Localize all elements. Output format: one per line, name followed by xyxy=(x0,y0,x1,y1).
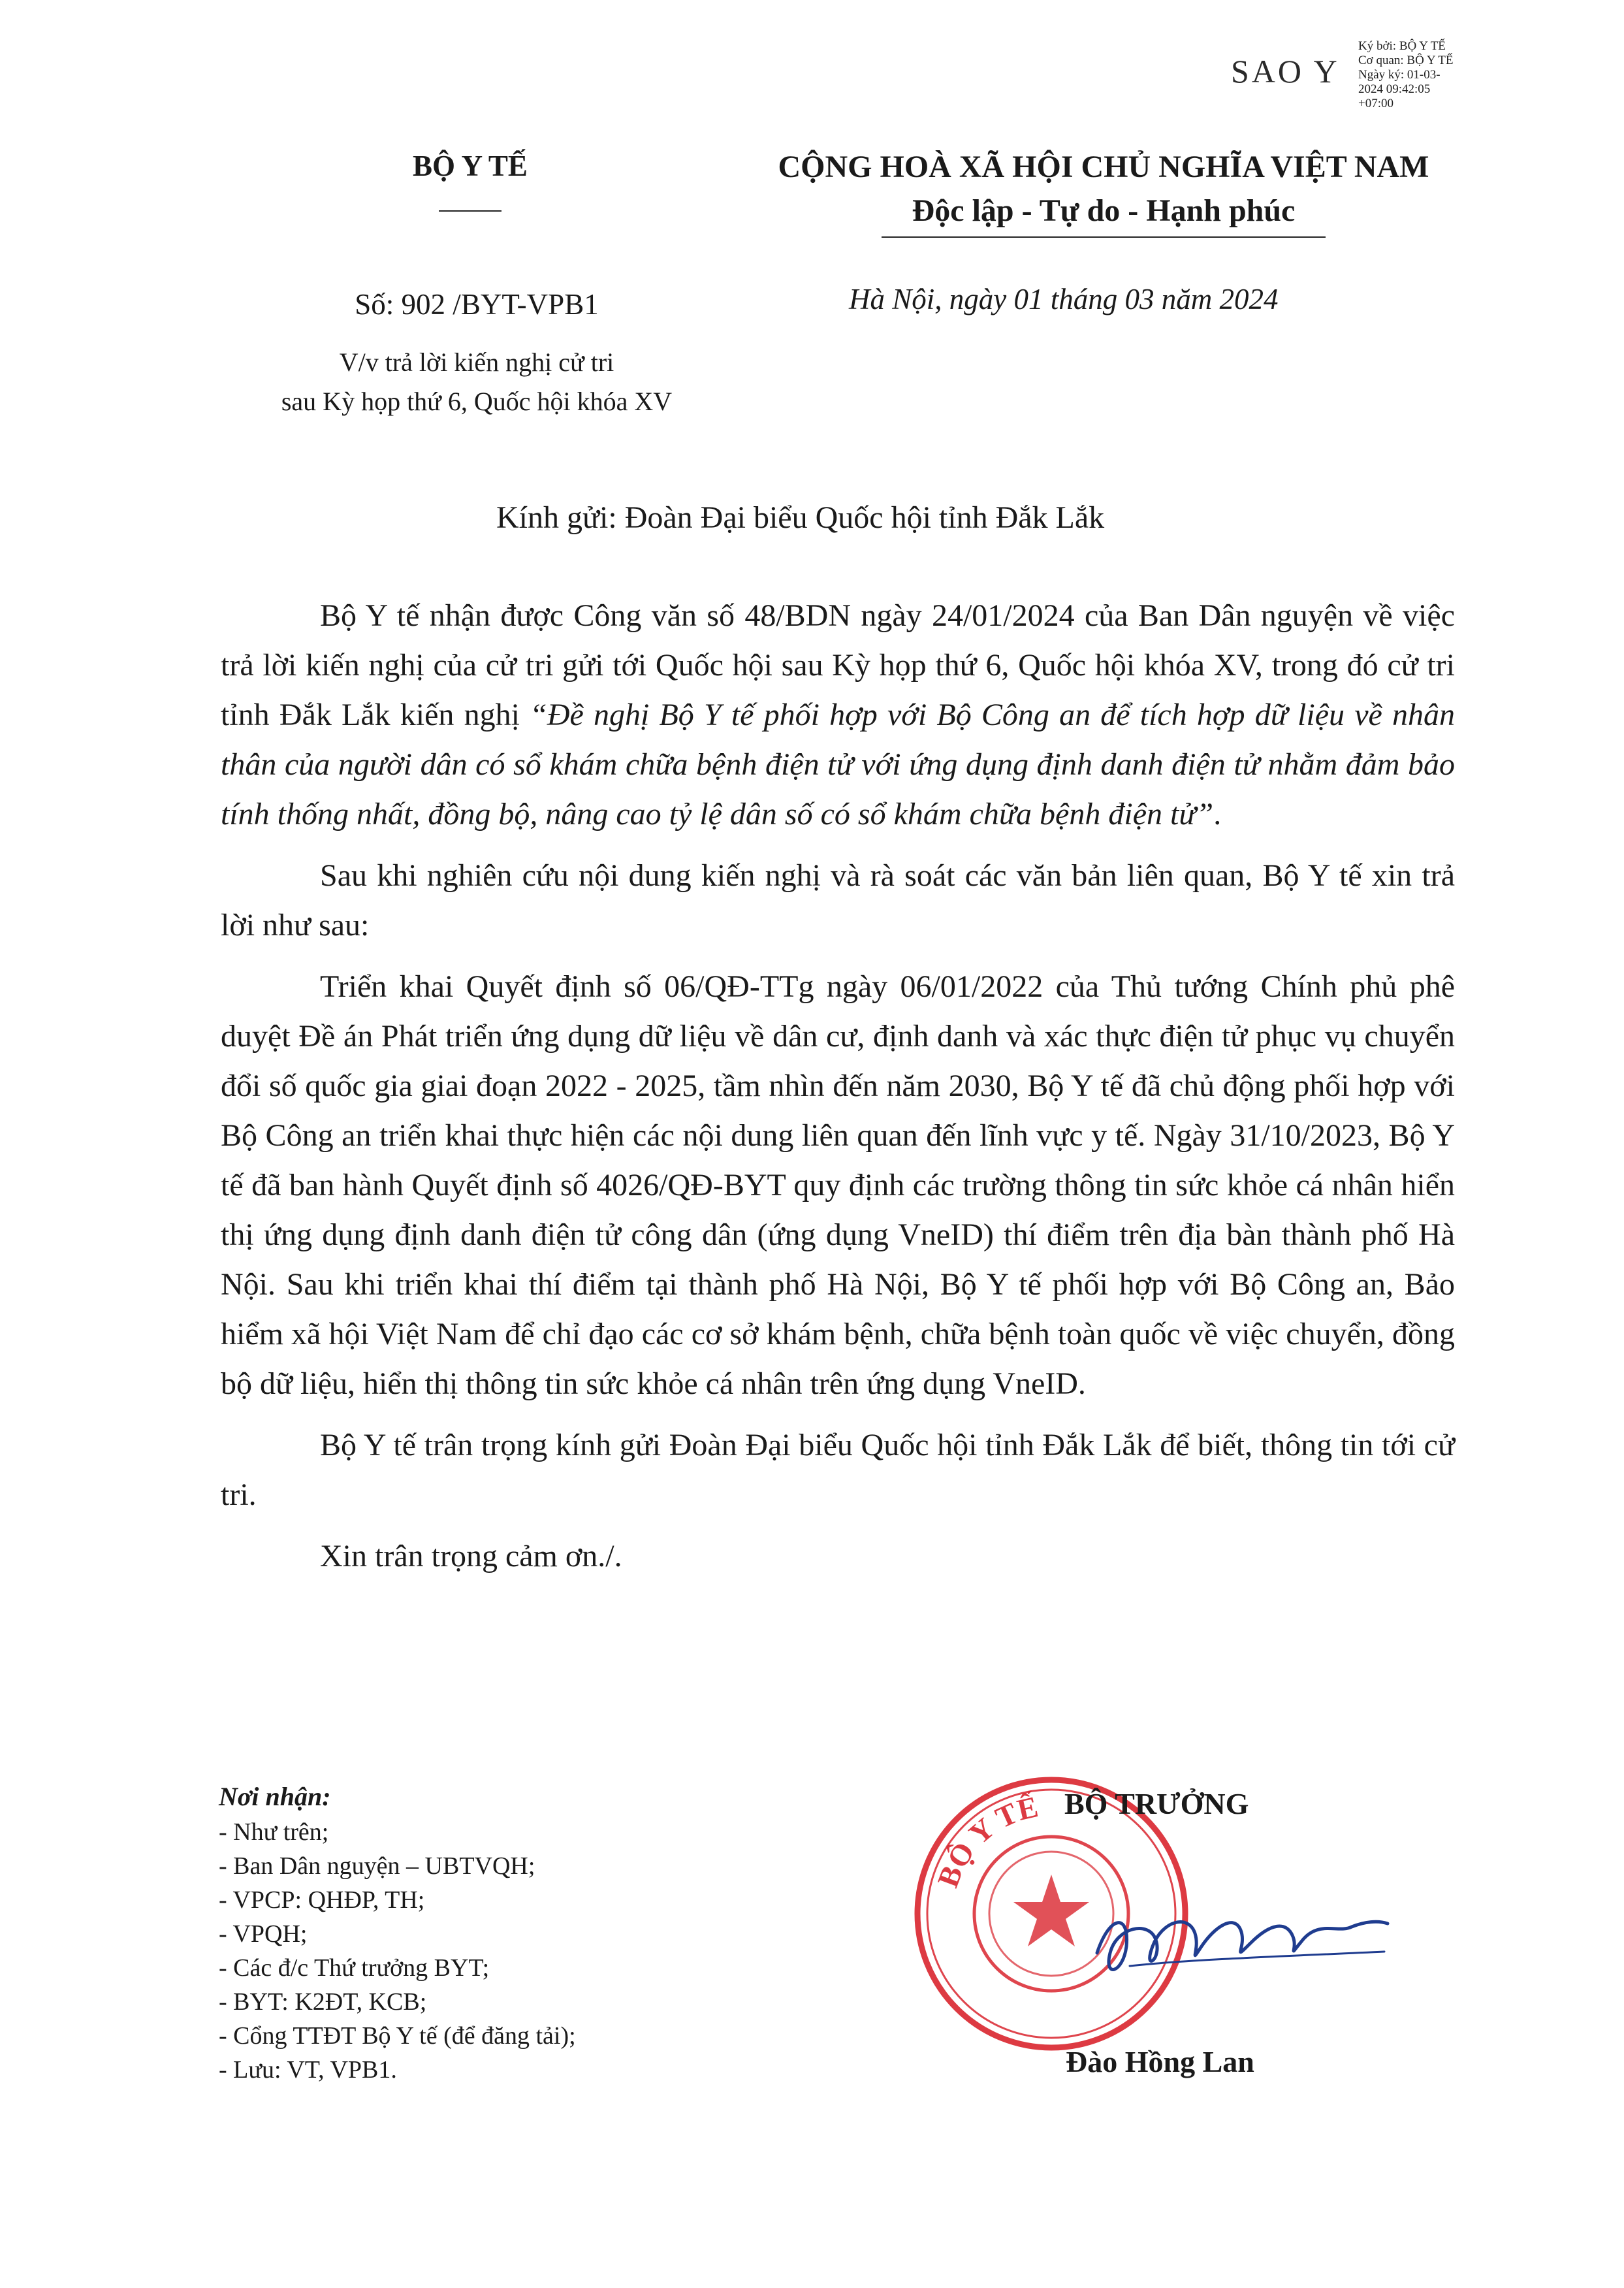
national-title: CỘNG HOÀ XÃ HỘI CHỦ NGHĨA VIỆT NAM xyxy=(778,150,1429,184)
body-paragraph: Bộ Y tế trân trọng kính gửi Đoàn Đại biểu Quốc hội tỉnh Đắk Lắk để biết, thông tin tới cử tri. xyxy=(221,1428,1455,1512)
handwritten-signature xyxy=(1091,1875,1391,2005)
signer-name: Đào Hồng Lan xyxy=(1066,2045,1254,2078)
body-paragraph: Triển khai Quyết định số 06/QĐ-TTg ngày 06/01/2022 của Thủ tướng Chính phủ phê duyệt Đề án Phát triển ứng dụng dữ liệu về dân cư, định danh và xác thực điện tử phục vụ chuyển đổi số quốc gia giai đoạn 2022 - 2025, tầm nhìn đến năm 2030, Bộ Y tế đã chủ động phối hợp với Bộ Công an triển khai thực hiện các nội dung liên quan đến lĩnh vực y tế. Ngày 31/10/2023, Bộ Y tế đã ban hành Quyết định số 4026/QĐ-BYT quy định các trường thông tin sức khỏe cá nhân hiển thị ứng dụng định danh điện tử công dân (ứng dụng VneID) thí điểm trên địa bàn thành phố Hà Nội. Sau khi triển khai thí điểm tại thành phố Hà Nội, Bộ Y tế phối hợp với Bộ Công an, Bảo hiểm xã hội Việt Nam để chỉ đạo các cơ sở khám bệnh, chữa bệnh toàn quốc về việc chuyển, đồng bộ dữ liệu, hiển thị thông tin sức khỏe cá nhân trên ứng dụng VneID. xyxy=(221,969,1455,1401)
closing-paragraph: Xin trân trọng cảm ơn./. xyxy=(320,1539,622,1573)
paragraph-text: Bộ Y tế nhận được Công văn số 48/BDN ngày 24/01/2024 của Ban Dân nguyện về việc trả lời kiến nghị của cử tri gửi tới Quốc hội sau Kỳ họp thứ 6, Quốc hội khóa XV, trong đó cử tri tỉnh Đắk Lắk kiến nghị xyxy=(221,598,1455,732)
organization-underline xyxy=(439,210,502,212)
signing-info-line: +07:00 xyxy=(1358,97,1393,110)
signing-info-line: Ngày ký: 01-03- xyxy=(1358,68,1441,82)
signing-info-line: Cơ quan: BỘ Y TẾ xyxy=(1358,54,1454,67)
voter-petition-quote: “Đề nghị Bộ Y tế phối hợp với Bộ Công an để tích hợp dữ liệu về nhân thân của người dân có sổ khám chữa bệnh điện tử với ứng dụng định danh điện tử nhằm đảm bảo tính thống nhất, đồng bộ, nâng cao tỷ lệ dân số có sổ khám chữa bệnh điện tử” xyxy=(221,698,1455,831)
seal-text: BỘ Y TẾ xyxy=(931,1790,1042,1892)
copy-mark: SAO Y xyxy=(1231,53,1340,89)
subject-line: sau Kỳ họp thứ 6, Quốc hội khóa XV xyxy=(281,387,673,416)
subject-line: V/v trả lời kiến nghị cử tri xyxy=(339,347,614,377)
list-item: - Lưu: VT, VPB1. xyxy=(219,2056,397,2084)
document-date: Hà Nội, ngày 01 tháng 03 năm 2024 xyxy=(849,283,1279,315)
distribution-title: Nơi nhận: xyxy=(219,1782,331,1811)
list-item: - Các đ/c Thứ trưởng BYT; xyxy=(219,1954,490,1982)
list-item: - Ban Dân nguyện – UBTVQH; xyxy=(219,1852,535,1880)
motto-underline xyxy=(882,236,1326,238)
recipient-line: Kính gửi: Đoàn Đại biểu Quốc hội tỉnh Đắk Lắk xyxy=(496,500,1105,535)
national-motto: Độc lập - Tự do - Hạnh phúc xyxy=(912,193,1296,228)
letter-body xyxy=(221,591,1455,1593)
signer-title: BỘ TRƯỞNG xyxy=(1064,1787,1249,1820)
document-number: Số: 902 /BYT-VPB1 xyxy=(355,288,599,321)
distribution-list xyxy=(219,1780,741,2087)
list-item: - Như trên; xyxy=(219,1818,329,1846)
signing-info-line: 2024 09:42:05 xyxy=(1358,82,1431,96)
body-paragraph xyxy=(221,591,1455,839)
issuing-organization: BỘ Y TẾ xyxy=(413,150,528,182)
list-item: - VPCP: QHĐP, TH; xyxy=(219,1886,425,1914)
paragraph-text: . xyxy=(1213,797,1222,831)
list-item: - BYT: K2ĐT, KCB; xyxy=(219,1988,427,2016)
list-item: - VPQH; xyxy=(219,1920,308,1948)
list-item: - Cổng TTĐT Bộ Y tế (để đăng tải); xyxy=(219,2022,576,2050)
body-paragraph: Sau khi nghiên cứu nội dung kiến nghị và rà soát các văn bản liên quan, Bộ Y tế xin trả lời như sau: xyxy=(221,858,1455,943)
digital-signature-info xyxy=(1358,39,1489,111)
distribution-items xyxy=(219,1815,741,2087)
document-subject xyxy=(209,343,744,421)
signing-info-line: Ký bởi: BỘ Y TẾ xyxy=(1358,39,1446,53)
